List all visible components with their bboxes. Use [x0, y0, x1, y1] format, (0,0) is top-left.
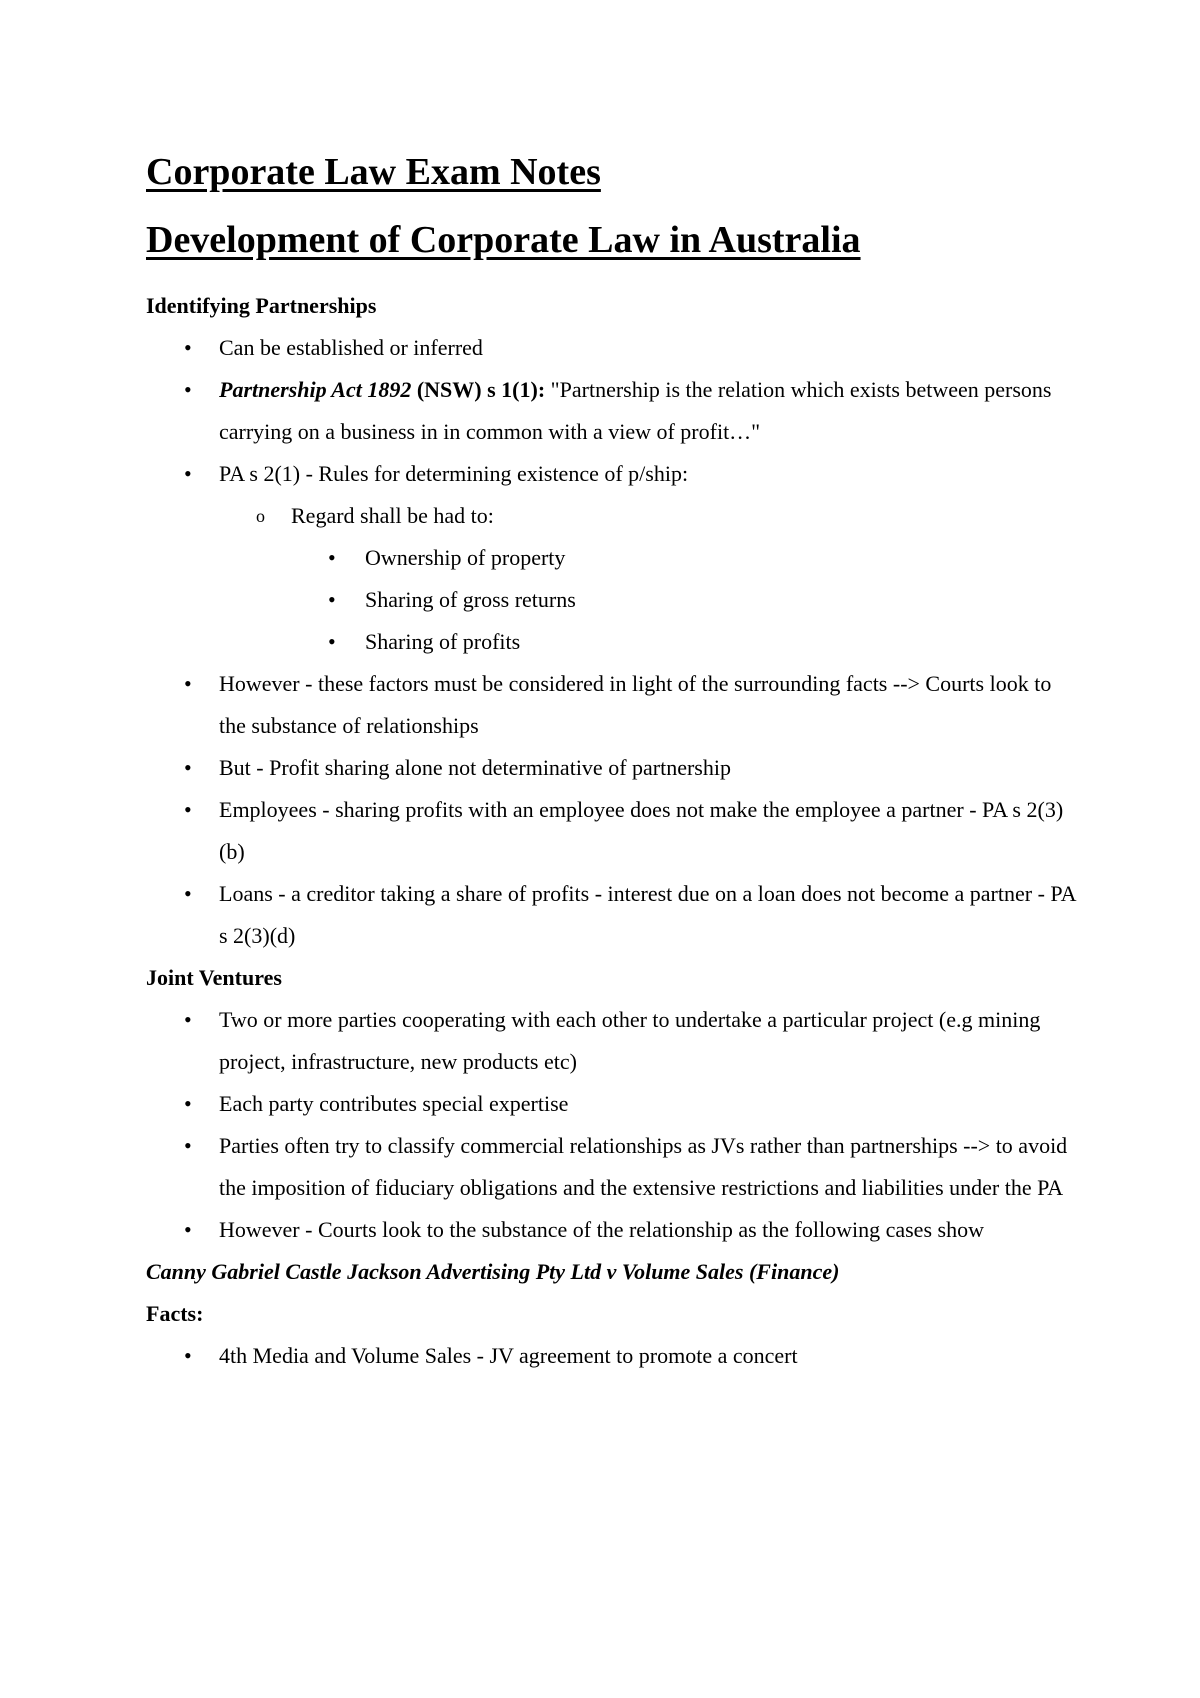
bullet-icon: • — [184, 1343, 192, 1368]
list-item — [146, 1209, 1076, 1251]
list-item-text: Sharing of profits — [365, 629, 521, 654]
case-heading: Canny Gabriel Castle Jackson Advertising Pty Ltd v Volume Sales (Finance) — [146, 1259, 840, 1284]
list-item — [146, 1125, 1076, 1209]
bullet-icon: • — [184, 1091, 192, 1116]
section-heading-joint-ventures: Joint Ventures — [146, 965, 282, 990]
bullet-icon: • — [184, 755, 192, 780]
bullet-icon: • — [184, 335, 192, 360]
list-item — [146, 453, 1076, 495]
act-reference: (NSW) s 1(1): — [411, 377, 546, 402]
bullet-icon: • — [184, 377, 192, 402]
bullet-icon: • — [328, 545, 336, 570]
list-item — [146, 621, 1076, 663]
bullet-icon: • — [328, 629, 336, 654]
list-item-text: But - Profit sharing alone not determinative of partnership — [219, 755, 731, 780]
joint-ventures-list — [146, 999, 1076, 1251]
list-item — [146, 1083, 1076, 1125]
list-item — [146, 999, 1076, 1083]
act-name: Partnership Act 1892 — [219, 377, 412, 402]
list-item — [146, 537, 1076, 579]
list-item — [146, 495, 1076, 537]
bullet-icon: • — [184, 797, 192, 822]
list-item-text: Sharing of gross returns — [365, 587, 576, 612]
list-item — [146, 663, 1076, 747]
bullet-icon: • — [184, 461, 192, 486]
list-item-text: However - these factors must be considered in light of the surrounding facts --> Courts look to the substance of relationships — [219, 671, 1052, 738]
list-item — [146, 327, 1076, 369]
list-item-text: "Partnership is the relation which exists between persons carrying on a business in in common with a view of profit…" — [219, 377, 1052, 444]
page-title: Corporate Law Exam Notes — [146, 151, 601, 193]
list-item-text: Parties often try to classify commercial relationships as JVs rather than partnerships --> to avoid the imposition of fiduciary obligations and the extensive restrictions and liabilities under the PA — [219, 1133, 1068, 1200]
list-item-text: 4th Media and Volume Sales - JV agreement to promote a concert — [219, 1343, 798, 1368]
list-item — [146, 369, 1076, 453]
section-heading-identifying-partnerships: Identifying Partnerships — [146, 293, 377, 318]
list-item-text: Ownership of property — [365, 545, 566, 570]
list-item-text: However - Courts look to the substance of the relationship as the following cases show — [219, 1217, 984, 1242]
facts-list — [146, 1335, 1076, 1377]
list-item-text: Two or more parties cooperating with each other to undertake a particular project (e.g mining project, infrastructure, new products etc) — [219, 1007, 1041, 1074]
bullet-icon: • — [184, 1217, 192, 1242]
list-item-text: Loans - a creditor taking a share of profits - interest due on a loan does not become a partner - PA s 2(3)(d) — [219, 881, 1076, 948]
bullet-icon: • — [328, 587, 336, 612]
bullet-icon: • — [184, 881, 192, 906]
list-item-text: Employees - sharing profits with an employee does not make the employee a partner - PA s 2(3)(b) — [219, 797, 1064, 864]
bullet-icon: • — [184, 671, 192, 696]
identifying-partnerships-list — [146, 327, 1076, 957]
list-item — [146, 789, 1076, 873]
list-item — [146, 579, 1076, 621]
list-item — [146, 1335, 1076, 1377]
list-item — [146, 747, 1076, 789]
list-item — [146, 873, 1076, 957]
list-item-text: PA s 2(1) - Rules for determining existence of p/ship: — [219, 461, 689, 486]
page-subtitle: Development of Corporate Law in Australia — [146, 219, 861, 261]
document-body — [146, 285, 1076, 1377]
bullet-icon: • — [184, 1133, 192, 1158]
list-item-text: Each party contributes special expertise — [219, 1091, 569, 1116]
facts-heading: Facts: — [146, 1301, 204, 1326]
list-item-text: Can be established or inferred — [219, 335, 483, 360]
bullet-icon: • — [184, 1007, 192, 1032]
circle-bullet-icon: o — [256, 506, 265, 526]
list-item-text: Regard shall be had to: — [291, 503, 494, 528]
